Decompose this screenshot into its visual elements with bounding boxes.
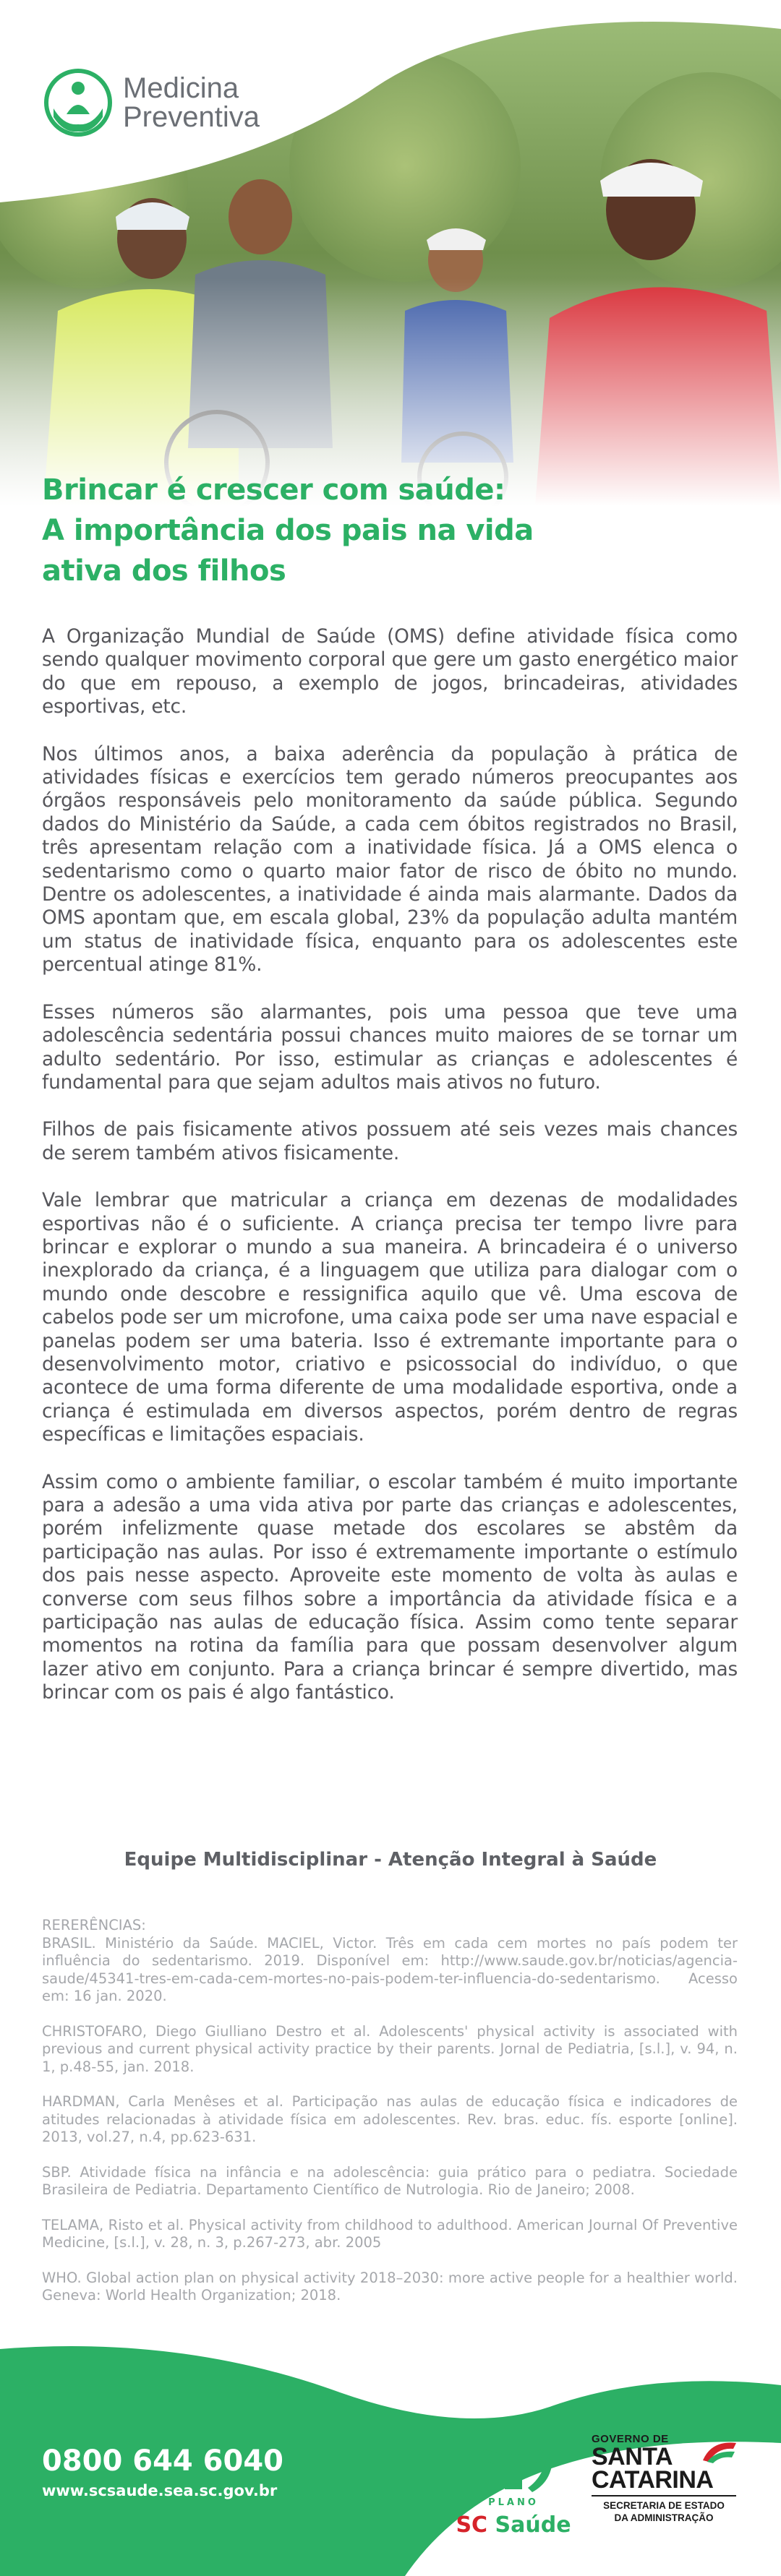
secretaria-line1: SECRETARIA DE ESTADO bbox=[603, 2500, 725, 2511]
brand-name-line1: Medicina bbox=[123, 72, 239, 104]
plano-sc-saude-logo bbox=[456, 2420, 571, 2557]
secretaria-line2: DA ADMINISTRAÇÃO bbox=[614, 2512, 714, 2523]
author-signature: Equipe Multidisciplinar - Atenção Integral à Saúde bbox=[124, 1849, 657, 1871]
governo-santa-catarina-logo bbox=[592, 2433, 743, 2556]
reference-item: TELAMA, Risto et al. Physical activity from childhood to adulthood. American Journal Of Preventive Medicine, [s.l.], v. 28, n. 3, p.267-273, abr. 2005 bbox=[42, 2216, 738, 2251]
brand-name bbox=[123, 74, 260, 132]
gov-label: GOVERNO DE bbox=[592, 2433, 669, 2445]
article-body bbox=[42, 625, 738, 1729]
plano-label: PLANO bbox=[488, 2497, 539, 2508]
paragraph: Esses números são alarmantes, pois uma pessoa que teve uma adolescência sedentária possui chances muito maiores de se tornar um adulto sedentário. Por isso, estimular as crianças e adolescentes é fundamental para que sejam adultos mais ativos no futuro. bbox=[42, 1000, 738, 1094]
website-link[interactable]: www.scsaude.sea.sc.gov.br bbox=[42, 2482, 278, 2499]
saude-label: Saúde bbox=[495, 2512, 571, 2538]
references-heading: RERERÊNCIAS: bbox=[42, 1917, 146, 1933]
references bbox=[42, 1917, 738, 2322]
reference-item: WHO. Global action plan on physical activity 2018–2030: more active people for a healthier world. Geneva: World Health Organization; 2018. bbox=[42, 2269, 738, 2304]
gov-name-line1: SANTA bbox=[592, 2443, 673, 2470]
reference-item: SBP. Atividade física na infância e na adolescência: guia prático para o pediatra. Sociedade Brasileira de Pediatria. Departamento Científico de Nutrologia. Rio de Janeiro; 2008. bbox=[42, 2163, 738, 2198]
state-flag-icon bbox=[701, 2439, 738, 2463]
paragraph: Nos últimos anos, a baixa aderência da população à prática de atividades físicas e exercícios tem gerado números preocupantes aos órgãos responsáveis pelo monitoramento da saúde pública. Segundo dados do Ministério da Saúde, a cada cem óbitos registrados no Brasil, três apresentam relação com a inatividade física. Já a OMS elenca o sedentarismo como o quarto maior fator de risco de óbito no mundo. Dentre os adolescentes, a inatividade é ainda mais alarmante. Dados da OMS apontam que, em escala global, 23% da população adulta mantém um status de inatividade física, enquanto para os adolescentes este percentual atinge 81%. bbox=[42, 742, 738, 976]
title-line-2: A importância dos pais na vida bbox=[42, 514, 534, 547]
sc-saude-label bbox=[456, 2512, 571, 2538]
paragraph: Vale lembrar que matricular a criança em dezenas de modalidades esportivas não é o suficiente. A criança precisa ter tempo livre para brincar e explorar o mundo a sua maneira. A brincadeira é o universo inexplorado da criança, é a linguagem que utiliza para dialogar com o mundo onde descobre e ressignifica aquilo que vê. Uma escova de cabelos pode ser um microfone, uma caixa pode ser uma nave espacial e panelas podem ser uma bateria. Isso é extremante importante para o desenvolvimento motor, criativo e psicossocial do indivíduo, o que acontece de uma forma diferente de uma modalidade esportiva, onde a criança é estimulada em diversos aspectos, porém dentro de regras específicas e limitações espaciais. bbox=[42, 1189, 738, 1446]
sc-label: SC bbox=[456, 2512, 488, 2538]
title-line-3: ativa dos filhos bbox=[42, 554, 286, 588]
reference-item: BRASIL. Ministério da Saúde. MACIEL, Victor. Três em cada cem mortes no país podem ter influência do sedentarismo. 2019. Disponível em: http://www.saude.gov.br/noticias/agencia-saude/45341-tres-em-cada-cem-mortes-no-pais-podem-ter-influencia-do-sedentarismo. Acesso em: 16 jan. 2020. bbox=[42, 1934, 738, 2004]
people-hands-icon bbox=[456, 2420, 571, 2495]
footer bbox=[0, 2342, 781, 2576]
medicina-preventiva-logo bbox=[42, 66, 260, 139]
hero bbox=[0, 0, 781, 506]
title-line-1: Brincar é crescer com saúde: bbox=[42, 473, 505, 507]
article-title bbox=[42, 470, 693, 591]
paragraph: A Organização Mundial de Saúde (OMS) define atividade física como sendo qualquer movimento corporal que gere um gasto energético maior do que em repouso, a exemplo de jogos, brincadeiras, atividades esportivas, etc. bbox=[42, 625, 738, 718]
phone-number[interactable]: 0800 644 6040 bbox=[42, 2444, 284, 2478]
reference-item: CHRISTOFARO, Diego Giulliano Destro et al. Adolescents' physical activity is associated with previous and current physical activity practice by their parents. Jornal de Pediatria, [s.l.], v. 94, n. 1, p.48-55, jan. 2018. bbox=[42, 2022, 738, 2075]
gov-name-line2: CATARINA bbox=[592, 2466, 714, 2494]
paragraph: Assim como o ambiente familiar, o escolar também é muito importante para a adesão a uma vida ativa por parte das crianças e adolescentes, porém infelizmente quase metade dos escolares se abstêm da participação nas aulas. Por isso é extremamente importante o estímulo dos pais nesse aspecto. Aproveite este momento de volta às aulas e converse com seus filhos sobre a importância da atividade física e a participação nas aulas de educação física. Assim como tente separar momentos na rotina da família para que possam desenvolver algum lazer ativo em conjunto. Para a criança brincar é sempre divertido, mas brincar com os pais é algo fantástico. bbox=[42, 1470, 738, 1704]
paragraph: Filhos de pais fisicamente ativos possuem até seis vezes mais chances de serem também ativos fisicamente. bbox=[42, 1118, 738, 1164]
divider bbox=[592, 2495, 736, 2496]
family-care-icon bbox=[42, 66, 114, 139]
reference-item: HARDMAN, Carla Menêses et al. Participação nas aulas de educação física e indicadores de atitudes relacionadas à atividade física em adolescentes. Rev. bras. educ. fís. esporte [online]. 2013, vol.27, n.4, pp.623-631. bbox=[42, 2093, 738, 2145]
brand-name-line2: Preventiva bbox=[123, 101, 260, 133]
